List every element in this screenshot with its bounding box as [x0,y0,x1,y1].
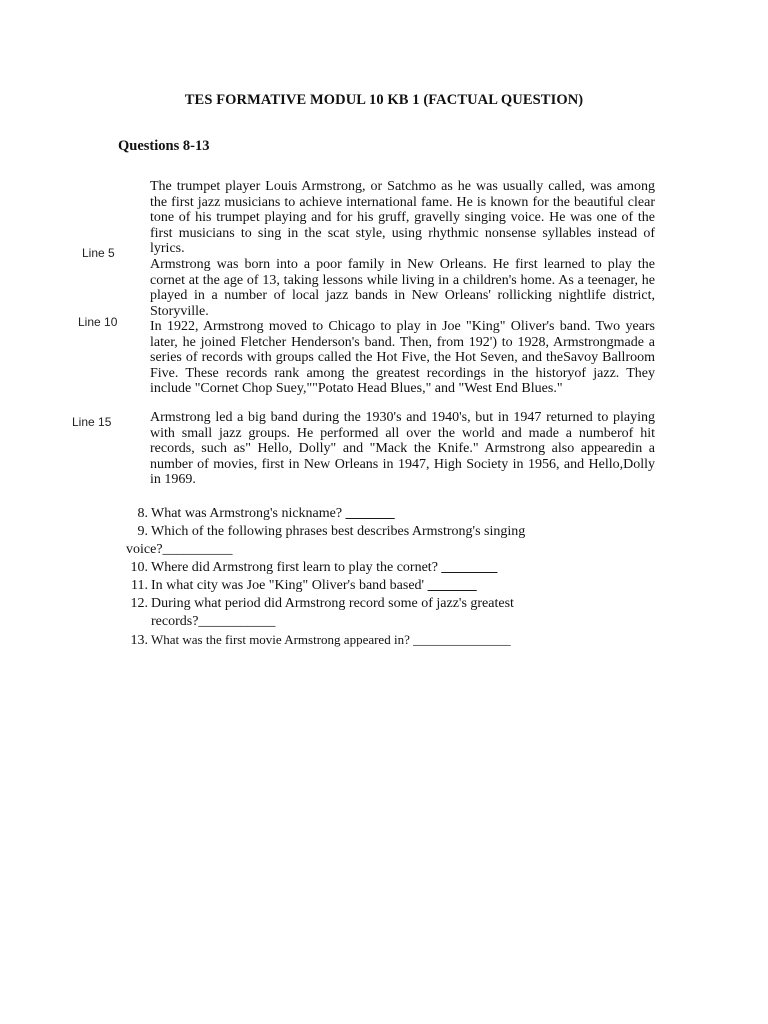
question-text: Which of the following phrases best describes Armstrong's singing [151,524,526,539]
question-number: 8. [137,506,148,521]
line-marker-10: Line 10 [78,315,118,329]
question-number: 12. [130,596,148,611]
question-text: Where did Armstrong first learn to play the cornet? [151,560,438,575]
passage-paragraph-1: The trumpet player Louis Armstrong, or Satchmo as he was usually called, was among the first jazz musicians to achieve international fame. He is known for the beautiful clear tone of his trumpet playing and for his gruff, gravelly singing voice. He was one of the first musicians to sing in the scat style, using rhythmic nonsense syllables instead of lyrics. [150,179,655,257]
passage-paragraph-4: Armstrong led a big band during the 1930's and 1940's, but in 1947 returned to playing with small jazz groups. He performed all over the world and made a numberof hit records, such as" Hello, Dolly" and "Mack the Knife." Armstrong also appearedin a number of movies, first in New Orleans in 1947, High Society in 1956, and Hello,Dolly in 1969. [150,410,655,488]
question-8 [126,505,646,523]
question-text: During what period did Armstrong record some of jazz's greatest [151,596,514,611]
question-list [126,505,646,650]
question-text: In what city was Joe "King" Oliver's band based' [151,578,425,593]
section-heading: Questions 8-13 [118,138,210,154]
line-marker-15: Line 15 [72,415,112,429]
question-12 [126,595,646,613]
question-9-continuation[interactable]: voice?__________ [126,542,233,557]
question-text: What was Armstrong's nickname? [151,506,343,521]
answer-blank[interactable]: ________ [441,560,498,575]
line-marker-5: Line 5 [82,246,115,260]
answer-blank[interactable]: _______ [345,506,395,521]
question-number: 9. [137,524,148,539]
question-13 [126,631,646,650]
passage-paragraph-2: Armstrong was born into a poor family in New Orleans. He first learned to play the cornet at the age of 13, taking lessons while living in a children's home. As a teenager, he played in a number of local jazz bands in New Orleans' rollicking nightlife district, Storyville. [150,257,655,319]
passage-paragraph-3: In 1922, Armstrong moved to Chicago to play in Joe "King" Oliver's band. Two years later, he joined Fletcher Henderson's band. Then, from 192') to 1928, Armstrongmade a series of records with groups called the Hot Five, the Hot Seven, and theSavoy Ballroom Five. These records rank among the greatest recordings in the historyof jazz. They include "Cornet Chop Suey,""Potato Head Blues," and "West End Blues." [150,319,655,397]
question-text[interactable]: What was the first movie Armstrong appeared in? _______________ [151,632,511,647]
question-11 [126,577,646,595]
question-12-continuation[interactable]: records?___________ [151,614,276,629]
question-number: 13. [130,633,148,648]
question-9 [126,523,646,541]
question-number: 11. [131,578,148,593]
question-10 [126,559,646,577]
answer-blank[interactable]: _______ [427,578,477,593]
question-number: 10. [130,560,148,575]
page-title: TES FORMATIVE MODUL 10 KB 1 (FACTUAL QUESTION) [184,92,584,108]
